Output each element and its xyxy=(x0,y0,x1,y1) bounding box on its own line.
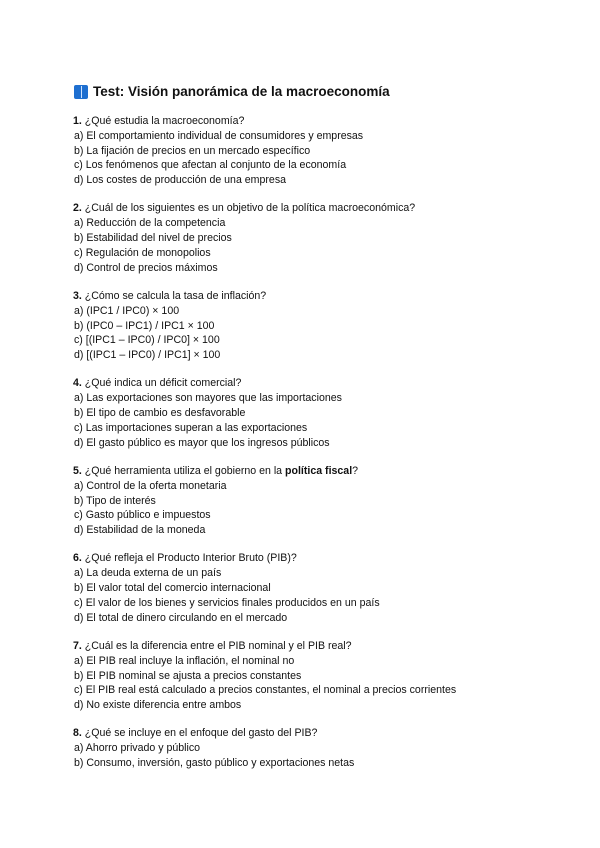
question-text: ¿Cómo se calcula la tasa de inflación? xyxy=(84,289,267,302)
question-number: 2. xyxy=(73,202,82,215)
question-stem xyxy=(73,114,533,129)
question-2 xyxy=(73,201,533,275)
question-1 xyxy=(73,114,533,188)
answer-option: a) Reducción de la competencia xyxy=(74,217,226,230)
question-8 xyxy=(73,726,533,770)
question-stem xyxy=(73,289,533,304)
answer-option: d) El gasto público es mayor que los ingresos públicos xyxy=(74,436,330,449)
answer-option: a) (IPC1 / IPC0) × 100 xyxy=(74,304,180,317)
question-stem xyxy=(73,201,533,216)
question-text: ¿Cuál es la diferencia entre el PIB nominal y el PIB real? xyxy=(84,639,352,652)
answer-option: d) Los costes de producción de una empresa xyxy=(74,174,287,187)
answer-option: c) Los fenómenos que afectan al conjunto de la economía xyxy=(74,159,347,172)
question-7 xyxy=(73,639,533,713)
question-stem xyxy=(73,639,533,654)
answer-option: c) El valor de los bienes y servicios finales producidos en un país xyxy=(74,596,380,609)
question-text: ¿Qué herramienta utiliza el gobierno en la xyxy=(84,464,286,477)
question-stem xyxy=(73,551,533,566)
answer-option: b) El valor total del comercio internacional xyxy=(74,582,271,595)
question-emphasis: política fiscal xyxy=(285,464,353,477)
answer-option: b) El tipo de cambio es desfavorable xyxy=(74,407,246,420)
question-stem xyxy=(73,464,533,479)
question-4 xyxy=(73,376,533,450)
answer-option: a) Control de la oferta monetaria xyxy=(74,479,227,492)
question-number: 8. xyxy=(73,727,82,740)
page-title-text: Test: Visión panorámica de la macroeconomía xyxy=(93,84,390,99)
question-text: ¿Cuál de los siguientes es un objetivo de la política macroeconómica? xyxy=(84,202,416,215)
question-6 xyxy=(73,551,533,625)
question-number: 1. xyxy=(73,115,82,127)
book-icon xyxy=(74,85,88,99)
answer-option: d) [(IPC1 – IPC0) / IPC1] × 100 xyxy=(74,349,221,362)
question-number: 3. xyxy=(73,289,82,302)
question-stem xyxy=(73,726,533,741)
question-number: 5. xyxy=(73,464,82,477)
answer-option: d) El total de dinero circulando en el mercado xyxy=(74,611,288,624)
question-text: ¿Qué estudia la macroeconomía? xyxy=(84,115,245,127)
question-text: ¿Qué refleja el Producto Interior Bruto (PIB)? xyxy=(84,552,297,565)
answer-option: d) No existe diferencia entre ambos xyxy=(74,699,242,712)
answer-option: a) Ahorro privado y público xyxy=(74,742,201,755)
answer-option: c) Las importaciones superan a las exportaciones xyxy=(74,421,308,434)
answer-option: a) La deuda externa de un país xyxy=(74,567,222,580)
question-number: 6. xyxy=(73,552,82,565)
question-text: ¿Qué se incluye en el enfoque del gasto del PIB? xyxy=(84,727,318,740)
question-3 xyxy=(73,289,533,363)
question-number: 7. xyxy=(73,639,82,652)
question-5 xyxy=(73,464,533,538)
page-title xyxy=(74,84,390,99)
question-text-end: ? xyxy=(352,464,359,477)
answer-option: a) Las exportaciones son mayores que las importaciones xyxy=(74,392,342,405)
question-list xyxy=(73,114,533,784)
question-stem xyxy=(73,376,533,391)
question-number: 4. xyxy=(73,377,82,390)
answer-option: b) Consumo, inversión, gasto público y exportaciones netas xyxy=(74,756,355,769)
answer-option: c) Regulación de monopolios xyxy=(74,246,211,259)
question-text: ¿Qué indica un déficit comercial? xyxy=(84,377,242,390)
answer-option: c) Gasto público e impuestos xyxy=(74,509,211,522)
answer-option: a) El PIB real incluye la inflación, el nominal no xyxy=(74,654,295,667)
answer-option: b) El PIB nominal se ajusta a precios constantes xyxy=(74,669,302,682)
answer-option: c) [(IPC1 – IPC0) / IPC0] × 100 xyxy=(74,334,220,347)
answer-option: b) La fijación de precios en un mercado específico xyxy=(74,144,311,157)
answer-option: d) Control de precios máximos xyxy=(74,261,218,274)
answer-option: a) El comportamiento individual de consumidores y empresas xyxy=(74,129,364,142)
answer-option: b) Tipo de interés xyxy=(74,494,156,507)
answer-option: c) El PIB real está calculado a precios constantes, el nominal a precios corrientes xyxy=(74,684,457,697)
answer-option: d) Estabilidad de la moneda xyxy=(74,524,206,537)
answer-option: b) (IPC0 – IPC1) / IPC1 × 100 xyxy=(74,319,215,332)
answer-option: b) Estabilidad del nivel de precios xyxy=(74,232,232,245)
